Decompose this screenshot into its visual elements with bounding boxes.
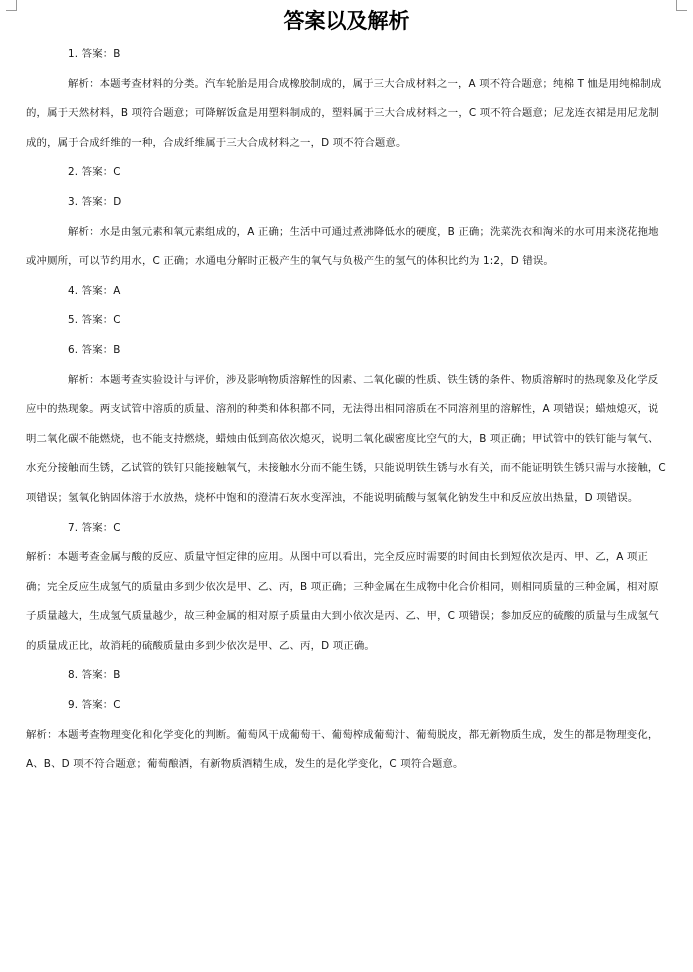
explanation-paragraph: 解析：本题考查物理变化和化学变化的判断。葡萄风干成葡萄干、葡萄榨成葡萄汁、葡萄脱皮，都无新物质生成，发生的都是物理变化，A、B、D 项不符合题意；葡萄酿酒，有新物质酒精生成，发生的是化学变化，C 项符合题意。: [26, 728, 659, 771]
explanation-paragraph: 解析：本题考查实验设计与评价，涉及影响物质溶解性的因素、二氧化碳的性质、铁生锈的条件、物质溶解时的热现象及化学反应中的热现象。两支试管中溶质的质量、溶剂的种类和体积都不同，无法得出相同溶质在不同溶剂里的溶解性，A 项错误；蜡烛熄灭，说明二氧化碳不能燃烧，也不能支持燃烧，蜡烛由低到高依次熄灭，说明二氧化碳密度比空气的大，B 项正确；甲试管中的铁钉能与氧气、水充分接触而生锈，乙试管的铁钉只能接触氧气，未接触水分而不能生锈，只能说明铁生锈与水有关，而不能证明铁生锈只需与水接触，C 项错误；氢氧化钠固体溶于水放热，烧杯中饱和的澄清石灰水变浑浊，不能说明硫酸与氢氧化钠发生中和反应放出热量，D 项错误。: [26, 373, 666, 504]
answer-line: 7. 答案：C: [68, 521, 121, 534]
answer-line: 9. 答案：C: [68, 699, 121, 712]
answer-line: 6. 答案：B: [68, 343, 121, 356]
answer-line: 4. 答案：A: [68, 284, 121, 297]
document-page: [26, 6, 667, 780]
answer-line: 8. 答案：B: [68, 669, 121, 682]
page-corner-mark: [676, 0, 687, 11]
answer-line: 5. 答案：C: [68, 314, 121, 327]
answer-line: 3. 答案：D: [68, 195, 122, 208]
answer-line: 1. 答案：B: [68, 48, 121, 60]
page-title: 答案以及解析: [283, 8, 410, 33]
document-body: [26, 40, 667, 780]
explanation-paragraph: 解析：水是由氢元素和氧元素组成的，A 正确；生活中可通过煮沸降低水的硬度，B 正确；洗菜洗衣和淘米的水可用来浇花拖地或冲厕所，可以节约用水，C 正确；水通电分解时正极产生的氧气与负极产生的氢气的体积比约为 1:2，D 错误。: [26, 225, 659, 268]
page-corner-mark: [6, 0, 17, 11]
explanation-paragraph: 解析：本题考查材料的分类。汽车轮胎是用合成橡胶制成的，属于三大合成材料之一，A 项不符合题意；纯棉 T 恤是用纯棉制成的，属于天然材料，B 项符合题意；可降解饭盒是用塑料制成的，塑料属于三大合成材料之一，C 项不符合题意；尼龙连衣裙是用尼龙制成的，属于合成纤维的一种，合成纤维属于三大合成材料之一，D 项不符合题意。: [26, 77, 662, 149]
explanation-paragraph: 解析：本题考查金属与酸的反应、质量守恒定律的应用。从图中可以看出，完全反应时需要的时间由长到短依次是丙、甲、乙，A 项正确；完全反应生成氢气的质量由多到少依次是甲、乙、丙，B 项正确；三种金属在生成物中化合价相同，则相同质量的三种金属，相对原子质量越大，生成氢气质量越少，故三种金属的相对原子质量由大到小依次是丙、乙、甲，C 项错误；参加反应的硫酸的质量与生成氢气的质量成正比，故消耗的硫酸质量由多到少依次是甲、乙、丙，D 项正确。: [26, 551, 659, 652]
answer-line: 2. 答案：C: [68, 166, 121, 179]
